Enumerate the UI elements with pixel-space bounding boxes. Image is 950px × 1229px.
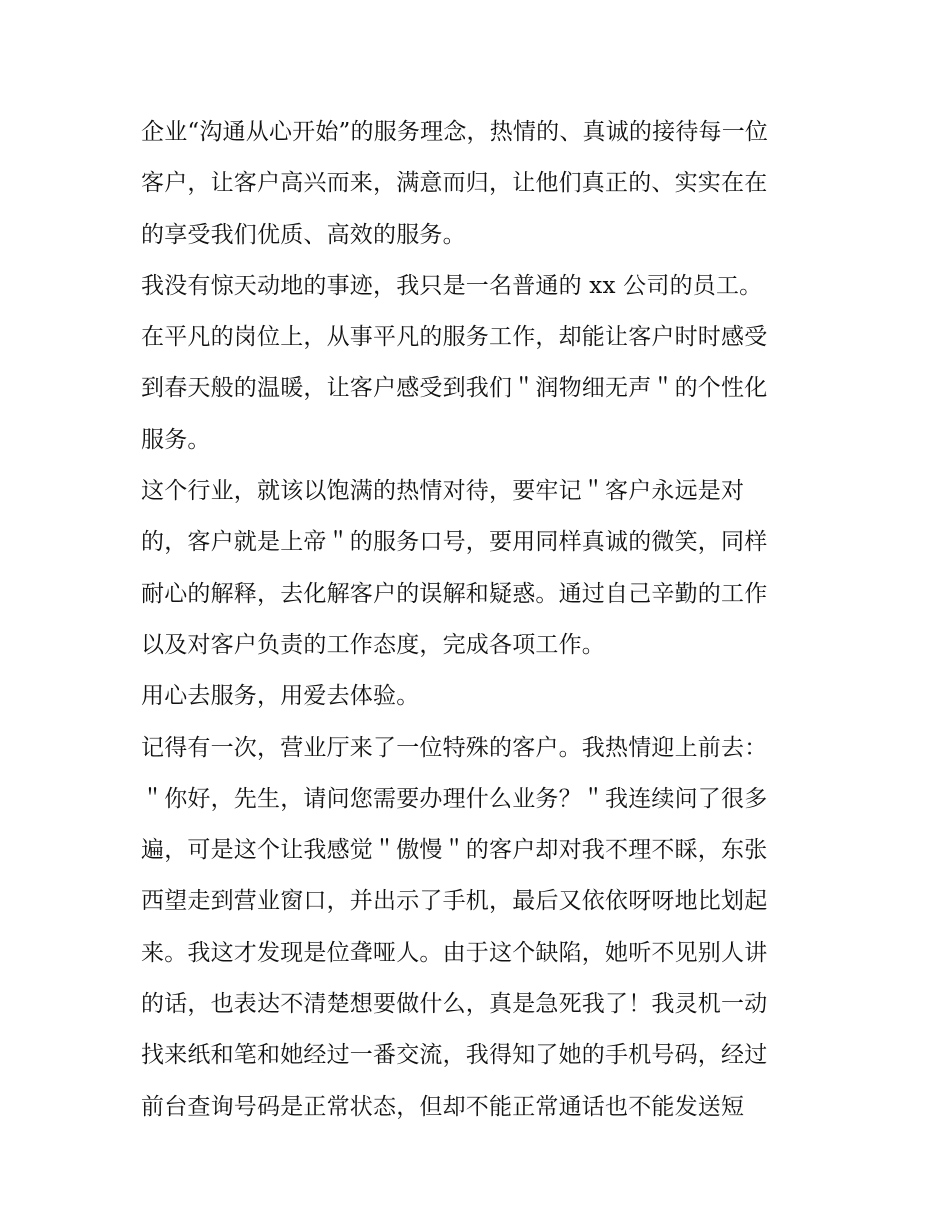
text-line: 找来纸和笔和她经过一番交流，我得知了她的手机号码，经过 bbox=[141, 1042, 768, 1069]
document-body bbox=[141, 107, 821, 1133]
text-line: 到春天般的温暖，让客户感受到我们＂润物细无声＂的个性化 bbox=[141, 375, 768, 402]
text-line: 在平凡的岗位上，从事平凡的服务工作，却能让客户时时感受 bbox=[141, 324, 768, 351]
text-line: 记得有一次，营业厅来了一位特殊的客户。我热情迎上前去： bbox=[141, 734, 768, 761]
text-line: 的话，也表达不清楚想要做什么，真是急死我了！我灵机一动 bbox=[141, 991, 768, 1018]
text-line: 客户，让客户高兴而来，满意而归，让他们真正的、实实在在 bbox=[141, 170, 768, 197]
text-line: 来。我这才发现是位聋哑人。由于这个缺陷，她听不见别人讲 bbox=[141, 939, 768, 966]
text-line: 的，客户就是上帝＂的服务口号，要用同样真诚的微笑，同样 bbox=[141, 529, 768, 556]
text-line: 用心去服务，用爱去体验。 bbox=[141, 683, 420, 710]
text-line: 服务。 bbox=[141, 426, 211, 453]
text-line: ＂你好，先生，请问您需要办理什么业务？＂我连续问了很多 bbox=[141, 785, 768, 812]
text-line: 企业“沟通从心开始”的服务理念，热情的、真诚的接待每一位 bbox=[141, 119, 769, 145]
text-line: 我没有惊天动地的事迹，我只是一名普通的 xx 公司的员工。 bbox=[141, 272, 763, 299]
text-line: 以及对客户负责的工作态度，完成各项工作。 bbox=[141, 631, 605, 658]
text-line: 这个行业，就该以饱满的热情对待，要牢记＂客户永远是对 bbox=[141, 478, 745, 505]
text-line: 西望走到营业窗口，并出示了手机，最后又依依呀呀地比划起 bbox=[141, 888, 768, 915]
text-line: 遍，可是这个让我感觉＂傲慢＂的客户却对我不理不睬，东张 bbox=[141, 837, 768, 864]
text-line: 耐心的解释，去化解客户的误解和疑惑。通过自己辛勤的工作 bbox=[141, 580, 768, 607]
text-line: 前台查询号码是正常状态，但却不能正常通话也不能发送短 bbox=[141, 1093, 745, 1120]
text-line: 的享受我们优质、高效的服务。 bbox=[141, 221, 466, 248]
